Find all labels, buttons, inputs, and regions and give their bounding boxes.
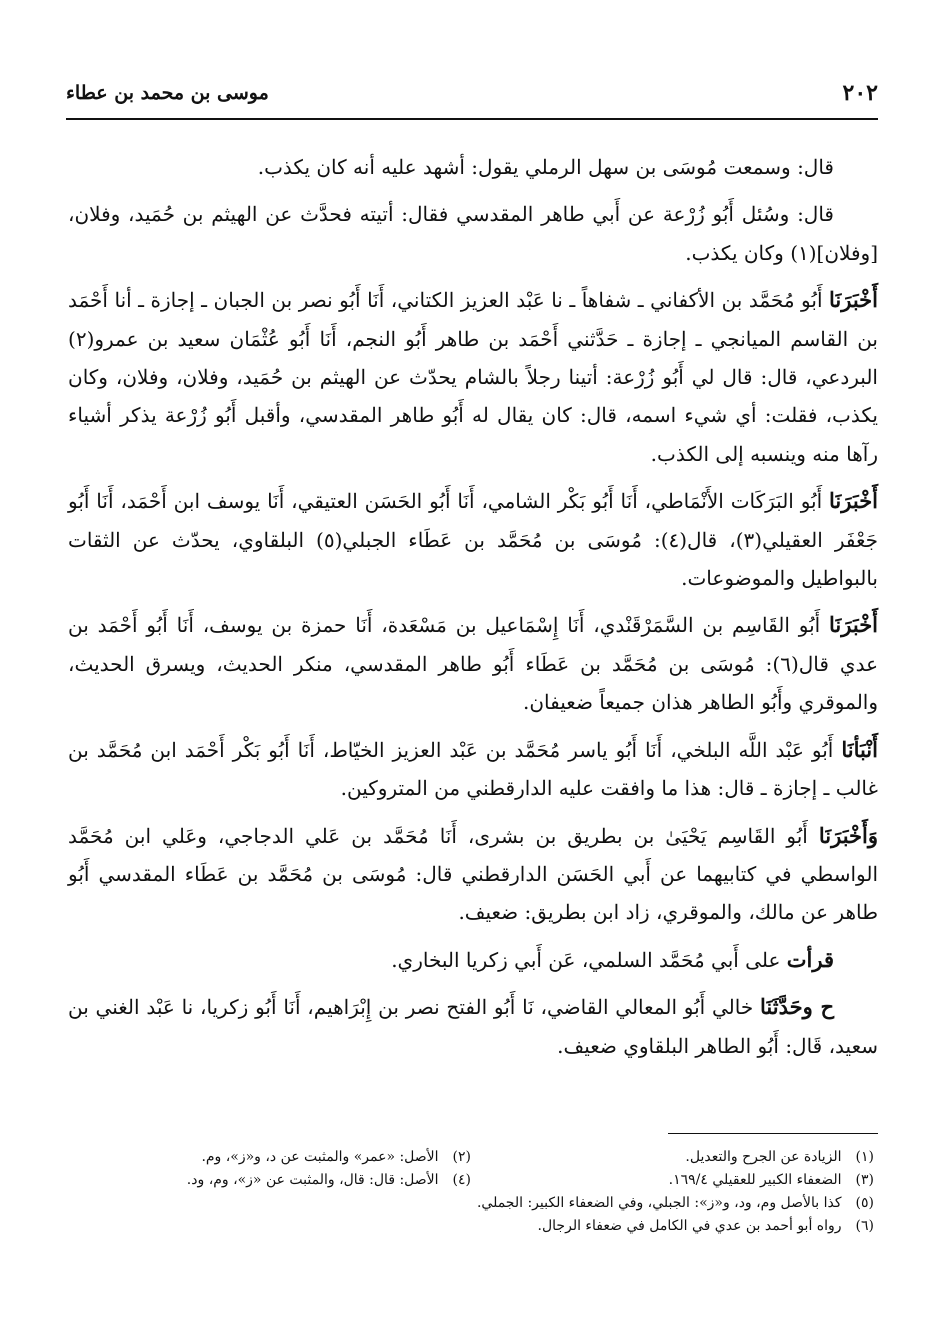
paragraph-text: على أَبي مُحَمَّد السلمي، عَن أَبي زكريا البخاري. bbox=[391, 947, 781, 972]
main-text bbox=[68, 148, 878, 1074]
paragraph bbox=[68, 606, 878, 721]
footnote-text: رواه أبو أحمد بن عدي في الكامل في ضعفاء الرجال. bbox=[537, 1218, 842, 1234]
chain-keyword: أَخْبَرَنَا bbox=[829, 287, 878, 313]
chain-keyword: أَخْبَرَنَا bbox=[829, 488, 879, 514]
footnote-number: (١) bbox=[855, 1149, 874, 1165]
paragraph-text: خالي أَبُو المعالي القاضي، نَا أَبُو الفتح نصر بن إِبْرَاهيم، أَنَا أَبُو زكريا، نا عَبْد الغني بن سعيد، قَال: أَبُو الطاهر البلقاوي ضعيف. bbox=[68, 995, 878, 1058]
footnote-number: (٤) bbox=[452, 1172, 471, 1188]
footnote-row bbox=[68, 1169, 874, 1192]
page-number: ٢٠٢ bbox=[842, 80, 878, 106]
paragraph bbox=[68, 988, 878, 1065]
paragraph-text: قال: وسُئل أَبُو زُرْعة عن أَبي طاهر المقدسي فقال: أتيته فحدَّث عن الهيثم بن حُمَيد، وفلان، [وفلان](١) وكان يكذب. bbox=[68, 202, 878, 265]
paragraph-text: أَبُو البَرَكَات الأَنْمَاطي، أَنَا أَبُو بَكْر الشامي، أَنَا أَبُو الحَسَن العتيقي، أَنَا يوسف ابن أَحْمَد، أَنَا أَبُو جَعْفَر العقيلي(٣)، قال(٤): مُوسَى بن مُحَمَّد بن عَطَاء الجبلي(٥) البلقاوي، يحدّث عن الثقات بالبواطيل والموضوعات. bbox=[68, 489, 878, 591]
chain-keyword: أَخْبَرَنَا bbox=[829, 612, 879, 638]
paragraph bbox=[68, 195, 878, 272]
footnote-number: (٦) bbox=[855, 1218, 874, 1234]
running-title: موسى بن محمد بن عطاء bbox=[66, 82, 269, 104]
page-header bbox=[66, 78, 878, 120]
paragraph bbox=[68, 482, 878, 597]
paragraph-text: أَبُو عَبْد اللَّه البلخي، أَنَا أَبُو ياسر مُحَمَّد بن عَبْد العزيز الخيّاط، أَنَا أَبُو بَكْر أَحْمَد ابن مُحَمَّد بن غالب ـ إجازة ـ قال: هذا ما وافقت عليه الدارقطني من المتروكين. bbox=[68, 737, 878, 801]
chain-keyword: أَنْبَأنَا bbox=[841, 736, 878, 762]
paragraph-text: أَبُو القَاسِم بن السَّمَرْقَنْدي، أَنَا إِسْمَاعيل بن مَسْعَدة، أَنَا حمزة بن يوسف، أَنَا أَبُو أَحْمَد بن عدي قال(٦): مُوسَى بن مُحَمَّد بن عَطَاء أَبُو طاهر المقدسي، منكر الحديث، ويسرق الحديث، والموقري وأَبُو الطاهر هذان جميعاً ضعيفان. bbox=[68, 613, 878, 715]
paragraph bbox=[68, 817, 878, 932]
paragraph bbox=[68, 148, 878, 186]
footnote-number: (٥) bbox=[855, 1195, 874, 1211]
paragraph-text: أَبُو القَاسِم يَحْيَىٰ بن بطريق بن بشرى، أَنَا مُحَمَّد بن عَلي الدجاجي، وعَلي ابن مُحَمَّد الواسطي في كتابيهما عن أَبي الحَسَن الدارقطني قال: مُوسَى بن مُحَمَّد بن عَطَاء المقدسي أَبُو طاهر عن مالك، والموقري، زاد ابن بطريق: ضعيف. bbox=[68, 823, 878, 925]
footnote-text: الأصل: «عمر» والمثبت عن د، و«ز»، وم. bbox=[201, 1149, 439, 1165]
paragraph-text: أَبُو مُحَمَّد بن الأكفاني ـ شفاهاً ـ نا عَبْد العزيز الكتاني، أَنَا أَبُو نصر بن الجبان ـ إجازة ـ أنا أَحْمَد بن القاسم الميانجي ـ إجازة ـ حَدَّثني أَحْمَد بن طاهر أَبُو النجم، أَنَا أَبُو عُثْمَان سعيد بن عمرو(٢) البردعي، قال: قال لي أَبُو زُرْعة: أتينا رجلاً بالشام يحدّث عن الهيثم بن حُمَيد، وفلان، وفلان، وكان يكذب، فقلت: أي شيء اسمه، قال: كان يقال له أَبُو طاهر المقدسي، وأقبل أَبُو زُرْعة يذكر أشياء رآها منه وينسبه إلى الكذب. bbox=[68, 288, 878, 466]
chain-keyword: قرأت bbox=[786, 946, 834, 972]
chain-keyword: ح وحَدَّثَنَا bbox=[760, 994, 835, 1020]
paragraph-text: قال: وسمعت مُوسَى بن سهل الرملي يقول: أشهد عليه أنه كان يكذب. bbox=[257, 155, 834, 179]
footnote bbox=[68, 1215, 874, 1238]
footnote bbox=[68, 1169, 471, 1192]
footnote-text: الزيادة عن الجرح والتعديل. bbox=[685, 1149, 842, 1165]
footnote bbox=[68, 1192, 874, 1215]
footnotes bbox=[68, 1146, 874, 1238]
paragraph bbox=[68, 731, 878, 808]
footnote-text: الضعفاء الكبير للعقيلي ١٦٩/٤. bbox=[668, 1172, 842, 1188]
paragraph bbox=[68, 281, 878, 473]
paragraph bbox=[68, 941, 878, 979]
footnote-row bbox=[68, 1192, 874, 1215]
footnote bbox=[471, 1146, 874, 1169]
footnote-text: كذا بالأصل وم، ود، و«ز»: الجبلي، وفي الضعفاء الكبير: الجملي. bbox=[476, 1195, 842, 1211]
footnote-number: (٢) bbox=[452, 1149, 471, 1165]
footnote bbox=[68, 1146, 471, 1169]
footnote-text: الأصل: قال: قال، والمثبت عن «ز»، وم، ود. bbox=[186, 1172, 439, 1188]
footnote bbox=[471, 1169, 874, 1192]
chain-keyword: وَأَخْبَرَنَا bbox=[818, 822, 878, 848]
footnote-divider bbox=[668, 1133, 878, 1134]
footnote-row bbox=[68, 1146, 874, 1169]
footnote-row bbox=[68, 1215, 874, 1238]
footnote-number: (٣) bbox=[855, 1172, 874, 1188]
